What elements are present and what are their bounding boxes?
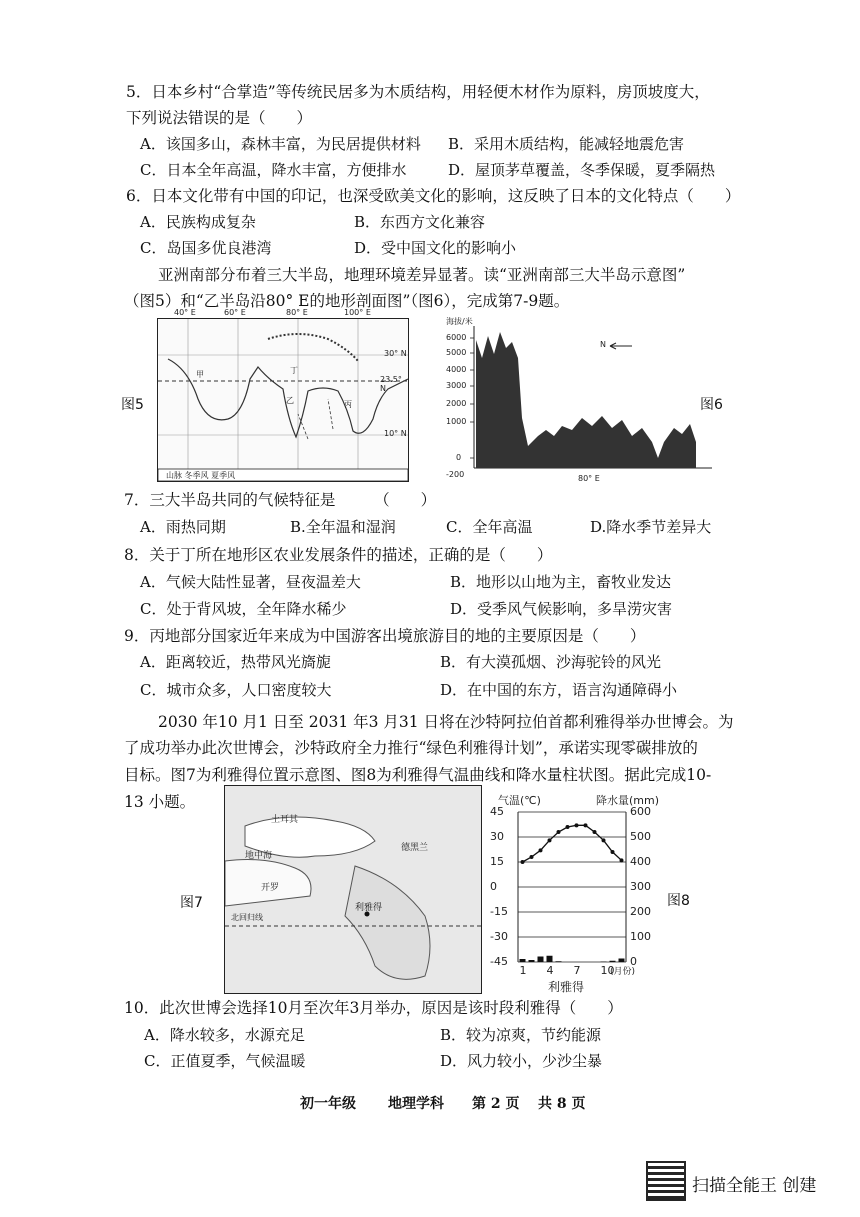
fig8-precip-tick: 600 bbox=[630, 805, 651, 818]
fig8-x-tick: 1 bbox=[519, 964, 527, 977]
q7-option-b: B.全年温和湿润 bbox=[290, 518, 396, 536]
fig6-ytick-neg200: -200 bbox=[446, 470, 465, 479]
fig5-place-bing: 丙 bbox=[344, 400, 352, 409]
q6-option-d: D．受中国文化的影响小 bbox=[354, 239, 517, 257]
fig8-temp-point bbox=[611, 850, 615, 854]
q6-option-b: B．东西方文化兼容 bbox=[354, 213, 486, 231]
footer-total: 共 8 页 bbox=[538, 1096, 586, 1112]
fig8-temp-point bbox=[602, 838, 606, 842]
fig8-temp-point bbox=[566, 825, 570, 829]
q10-stem: 10．此次世博会选择10月至次年3月举办，原因是该时段利雅得（ ） bbox=[124, 999, 623, 1017]
fig8-precip-bar bbox=[601, 962, 607, 963]
fig6-ytick-0: 0 bbox=[456, 453, 462, 462]
q5-option-b: B．采用木质结构，能减轻地震危害 bbox=[448, 135, 685, 153]
fig8-temp-line bbox=[523, 825, 622, 862]
fig5-map bbox=[157, 308, 409, 482]
fig8-temp-point bbox=[539, 848, 543, 852]
q5-option-a: A．该国多山，森林丰富，为民居提供材料 bbox=[140, 135, 421, 153]
fig8-temp-point bbox=[557, 830, 561, 834]
q8-option-a: A．气候大陆性显著，昼夜温差大 bbox=[140, 573, 361, 591]
fig6-ytick-6000: 6000 bbox=[446, 333, 467, 342]
fig7-place-tehran: 德黑兰 bbox=[401, 843, 429, 853]
fig8-temp-point bbox=[521, 860, 525, 864]
fig6-place-ding: 丁 bbox=[538, 423, 546, 432]
fig8-temp-point bbox=[620, 858, 624, 862]
fig6-ytick-2000: 2000 bbox=[446, 399, 467, 408]
fig8-x-tick: 4 bbox=[546, 964, 554, 977]
fig8-precip-tick: 100 bbox=[630, 930, 651, 943]
fig7-place-cairo: 开罗 bbox=[261, 883, 280, 893]
fig6-ytick-5000: 5000 bbox=[446, 348, 467, 357]
q9-option-c: C．城市众多，人口密度较大 bbox=[140, 681, 332, 699]
fig6-yaxis-title: 海拔/米 bbox=[446, 317, 473, 326]
fig8-temp-tick: 15 bbox=[490, 855, 504, 868]
fig7-place-turkey: 土耳其 bbox=[271, 815, 299, 825]
q10-option-d: D．风力较小，少沙尘暴 bbox=[440, 1052, 603, 1070]
fig6-label: 图6 bbox=[700, 397, 723, 413]
fig5-lon-60: 60° E bbox=[224, 308, 246, 317]
fig8-temp-point bbox=[593, 830, 597, 834]
fig7-label: 图7 bbox=[180, 895, 203, 911]
fig5-place-yi: 乙 bbox=[286, 396, 294, 405]
fig5-lon-40: 40° E bbox=[174, 308, 196, 317]
q7-option-d: D.降水季节差异大 bbox=[590, 518, 712, 536]
q6-stem: 6．日本文化带有中国的印记，也深受欧美文化的影响，这反映了日本的文化特点（ ） bbox=[126, 187, 741, 205]
fig5-label: 图5 bbox=[121, 397, 144, 413]
fig8-temp-tick: 45 bbox=[490, 805, 504, 818]
fig8-precip-tick: 0 bbox=[630, 955, 637, 968]
footer-page: 第 2 页 bbox=[472, 1096, 520, 1112]
q9-option-a: A．距离较近，热带风光旖旎 bbox=[140, 653, 331, 671]
fig7-map bbox=[224, 785, 482, 994]
fig8-precip-bar bbox=[529, 960, 535, 962]
fig5-place-ding: 丁 bbox=[290, 366, 298, 375]
qr-code-icon bbox=[648, 1163, 684, 1199]
fig8-precip-tick: 300 bbox=[630, 880, 651, 893]
q8-option-b: B．地形以山地为主，畜牧业发达 bbox=[450, 573, 672, 591]
fig8-temp-point bbox=[584, 823, 588, 827]
fig8-temp-point bbox=[548, 838, 552, 842]
fig8-precip-bar bbox=[556, 961, 562, 962]
intro-10-13-line4: 13 小题。 bbox=[124, 793, 196, 811]
q10-option-a: A．降水较多，水源充足 bbox=[144, 1026, 305, 1044]
fig5-lon-100: 100° E bbox=[344, 308, 371, 317]
fig6-profile bbox=[442, 318, 714, 488]
fig8-temp-tick: -30 bbox=[490, 930, 508, 943]
watermark-text: 扫描全能王 创建 bbox=[692, 1176, 817, 1196]
q7-stem: 7．三大半岛共同的气候特征是 （ ） bbox=[124, 491, 437, 509]
q10-option-c: C．正值夏季，气候温暖 bbox=[144, 1052, 306, 1070]
footer-subject: 地理学科 bbox=[388, 1096, 444, 1112]
q6-option-a: A．民族构成复杂 bbox=[140, 213, 256, 231]
fig8-precip-tick: 400 bbox=[630, 855, 651, 868]
fig8-precip-title: 降水量(mm) bbox=[596, 794, 660, 807]
fig6-north: N bbox=[600, 340, 606, 349]
fig5-lat-23: 23.5° N bbox=[380, 375, 402, 393]
fig8-precip-bar bbox=[538, 957, 544, 963]
q5-option-c: C．日本全年高温，降水丰富，方便排水 bbox=[140, 161, 407, 179]
q5-stem-line1: 5．日本乡村“合掌造”等传统民居多为木质结构，用轻便木材作为原料，房顶坡度大， bbox=[126, 83, 710, 101]
intro-10-13-line2: 了成功举办此次世博会，沙特政府全力推行“绿色利雅得计划”，承诺实现零碳排放的 bbox=[124, 739, 698, 757]
intro-10-13-line1: 2030 年10 月1 日至 2031 年3 月31 日将在沙特阿拉伯首都利雅得举办世博会。为 bbox=[158, 713, 734, 731]
q10-option-b: B．较为凉爽，节约能源 bbox=[440, 1026, 602, 1044]
fig8-precip-tick: 500 bbox=[630, 830, 651, 843]
fig8-temp-point bbox=[575, 823, 579, 827]
fig6-ytick-4000: 4000 bbox=[446, 365, 467, 374]
fig7-place-tropic: 北回归线 bbox=[231, 913, 263, 922]
fig8-temp-title: 气温(℃) bbox=[498, 794, 541, 807]
fig5-lon-80: 80° E bbox=[286, 308, 308, 317]
fig8-temp-tick: 30 bbox=[490, 830, 504, 843]
intro-7-9-line1: 亚洲南部分布着三大半岛，地理环境差异显著。读“亚洲南部三大半岛示意图” bbox=[158, 266, 686, 284]
fig6-ytick-1000: 1000 bbox=[446, 417, 467, 426]
fig8-x-unit: (月份) bbox=[610, 967, 636, 977]
fig5-lat-30: 30° N bbox=[384, 349, 407, 358]
fig5-legend: 山脉 冬季风 夏季风 bbox=[166, 471, 236, 480]
fig8-temp-tick: -15 bbox=[490, 905, 508, 918]
fig8-temp-tick: -45 bbox=[490, 955, 508, 968]
fig8-precip-tick: 200 bbox=[630, 905, 651, 918]
q8-option-c: C．处于背风坡，全年降水稀少 bbox=[140, 600, 347, 618]
intro-7-9-line2: （图5）和“乙半岛沿80° E的地形剖面图”（图6），完成第7-9题。 bbox=[124, 292, 570, 310]
fig8-precip-bar bbox=[619, 959, 625, 963]
q6-option-c: C．岛国多优良港湾 bbox=[140, 239, 272, 257]
fig5-lat-10: 10° N bbox=[384, 429, 407, 438]
fig8-label: 图8 bbox=[667, 893, 690, 909]
fig8-temp-tick: 0 bbox=[490, 880, 497, 893]
q9-option-b: B．有大漠孤烟、沙海驼铃的风光 bbox=[440, 653, 662, 671]
intro-10-13-line3: 目标。图7为利雅得位置示意图、图8为利雅得气温曲线和降水量柱状图。据此完成10- bbox=[124, 766, 712, 784]
fig6-ytick-3000: 3000 bbox=[446, 381, 467, 390]
q8-stem: 8．关于丁所在地形区农业发展条件的描述，正确的是（ ） bbox=[124, 546, 553, 564]
q8-option-d: D．受季风气候影响，多旱涝灾害 bbox=[450, 600, 673, 618]
q9-option-d: D．在中国的东方，语言沟通障碍小 bbox=[440, 681, 678, 699]
fig5-map-drawing bbox=[158, 319, 408, 481]
fig6-xlabel: 80° E bbox=[578, 474, 600, 483]
footer-grade: 初一年级 bbox=[300, 1096, 356, 1112]
fig8-precip-bar bbox=[547, 956, 553, 962]
fig5-place-jia: 甲 bbox=[196, 370, 204, 379]
fig8-city: 利雅得 bbox=[548, 980, 585, 994]
fig7-place-med: 地中海 bbox=[245, 851, 273, 861]
fig7-place-riyadh: 利雅得 bbox=[355, 903, 383, 913]
fig8-temp-point bbox=[530, 855, 534, 859]
fig8-x-tick: 10 bbox=[600, 964, 615, 977]
q5-option-d: D．屋顶茅草覆盖，冬季保暖，夏季隔热 bbox=[448, 161, 716, 179]
q7-option-c: C．全年高温 bbox=[446, 518, 533, 536]
q9-stem: 9．丙地部分国家近年来成为中国游客出境旅游目的地的主要原因是（ ） bbox=[124, 627, 646, 645]
q7-option-a: A．雨热同期 bbox=[140, 518, 226, 536]
fig6-profile-drawing bbox=[442, 318, 714, 488]
q5-stem-line2: 下列说法错误的是（ ） bbox=[126, 109, 313, 127]
fig8-x-tick: 7 bbox=[573, 964, 581, 977]
fig8-precip-bar bbox=[520, 959, 526, 962]
fig8-precip-bar bbox=[610, 961, 616, 962]
